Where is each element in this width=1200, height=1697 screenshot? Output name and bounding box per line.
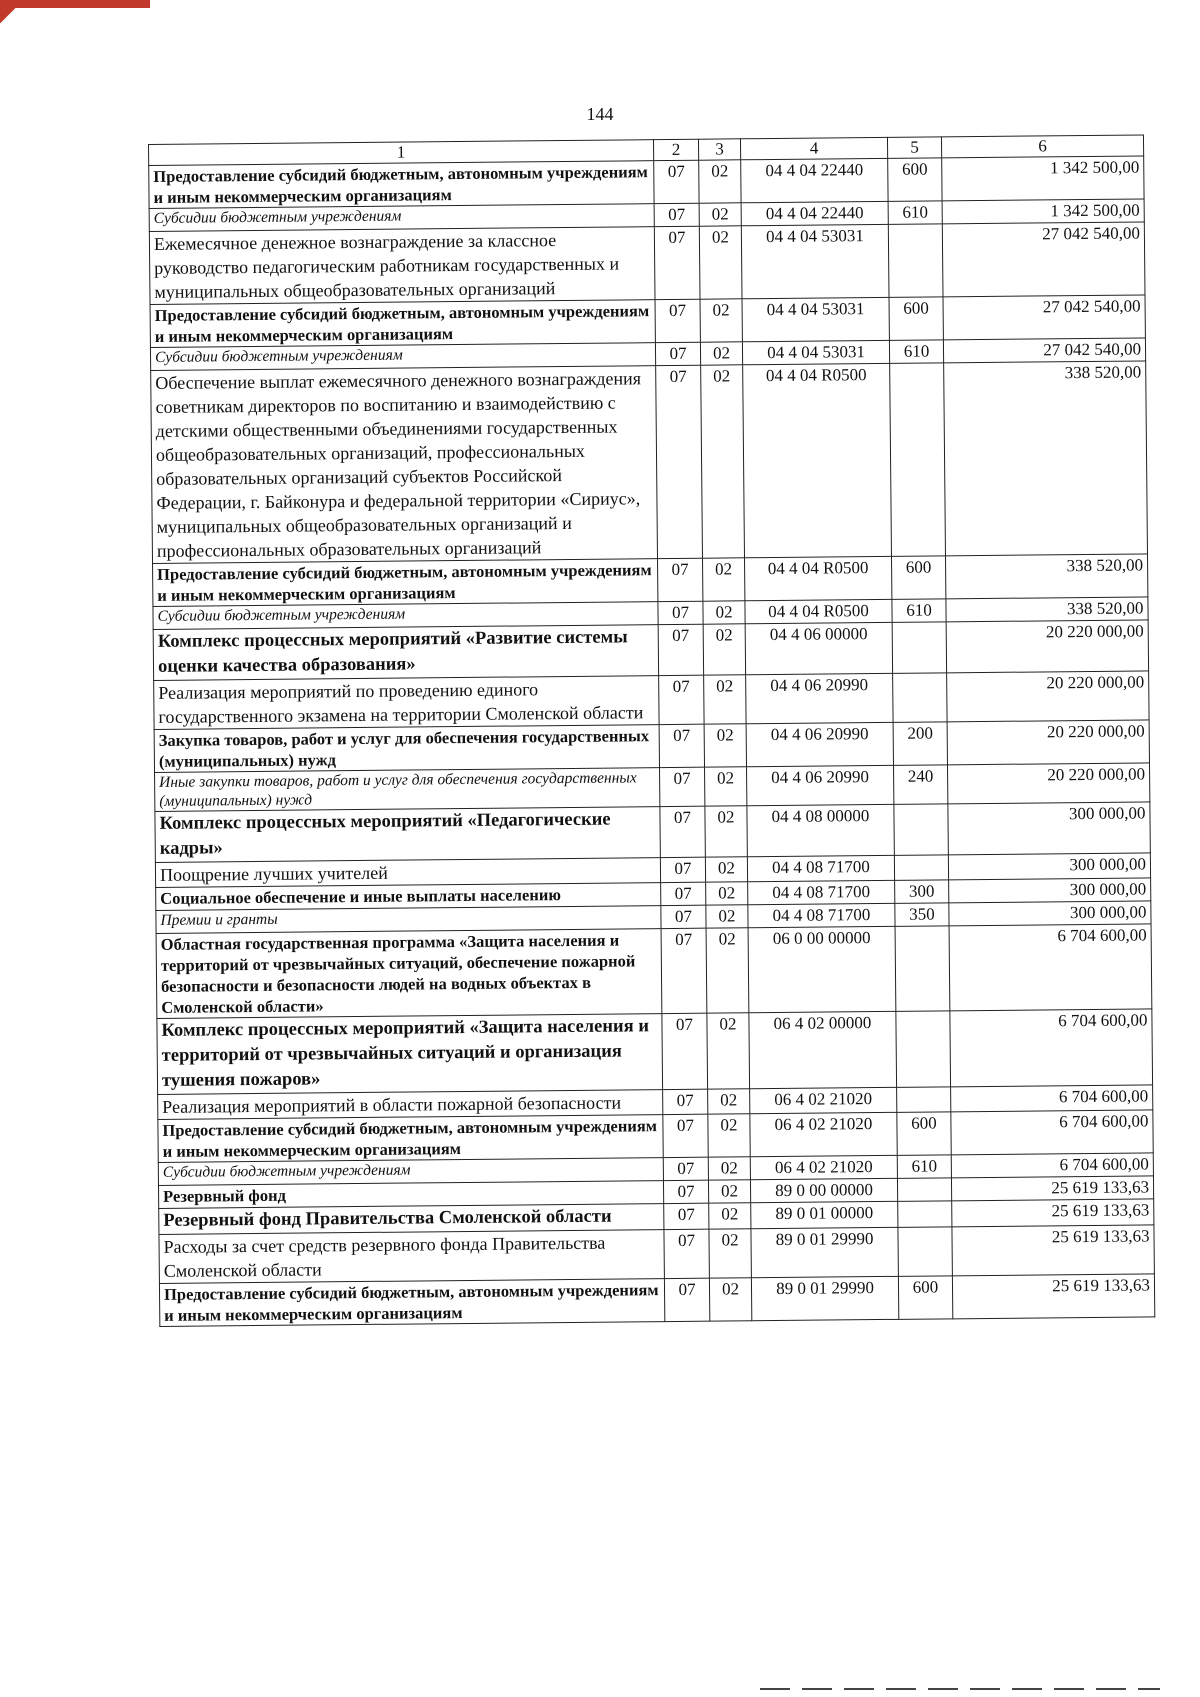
row-subsection-cell: 02	[708, 1180, 750, 1203]
row-amount-cell: 27 042 540,00	[943, 295, 1145, 340]
row-subsection-cell: 02	[705, 857, 747, 882]
row-section-cell: 07	[661, 882, 706, 905]
row-name-cell: Субсидии бюджетным учреждениям	[149, 204, 654, 232]
row-subsection-cell: 02	[703, 558, 745, 601]
row-expense-type-cell: 200	[893, 722, 947, 766]
row-subsection-cell: 02	[709, 1203, 751, 1229]
row-subsection-cell: 02	[706, 928, 749, 1013]
row-expense-type-cell: 600	[888, 158, 942, 202]
row-amount-cell: 27 042 540,00	[943, 338, 1145, 363]
row-subsection-cell: 02	[703, 601, 745, 624]
row-target-article-cell: 06 4 02 21020	[750, 1112, 897, 1156]
row-target-article-cell: 06 4 02 21020	[750, 1087, 897, 1113]
row-amount-cell: 25 619 133,63	[952, 1274, 1154, 1319]
row-target-article-cell: 04 4 06 20990	[747, 765, 894, 805]
row-amount-cell: 300 000,00	[949, 878, 1151, 903]
row-section-cell: 07	[654, 160, 699, 203]
budget-table	[148, 134, 1155, 1327]
row-section-cell: 07	[655, 299, 700, 342]
row-target-article-cell: 04 4 08 71700	[747, 855, 894, 881]
page-number: 144	[586, 104, 614, 124]
row-section-cell: 07	[663, 1114, 708, 1157]
row-name-cell: Предоставление субсидий бюджетным, автономным учреждениям и иным некоммерческим организациям	[159, 1279, 664, 1327]
row-name-cell: Реализация мероприятий по проведению единого государственного экзамена на территории Смоленской области	[154, 676, 659, 730]
row-name-cell: Субсидии бюджетным учреждениям	[158, 1158, 663, 1186]
row-amount-cell: 6 704 600,00	[951, 1085, 1153, 1112]
row-target-article-cell: 04 4 04 R0500	[745, 599, 892, 623]
row-expense-type-cell: 600	[897, 1112, 951, 1156]
table-row	[159, 1274, 1154, 1327]
row-section-cell: 07	[662, 1013, 708, 1089]
table-row	[149, 222, 1145, 305]
row-target-article-cell: 04 4 08 71700	[748, 880, 895, 904]
row-target-article-cell: 06 4 02 21020	[750, 1155, 897, 1179]
row-expense-type-cell: 600	[898, 1276, 952, 1320]
row-amount-cell: 1 342 500,00	[942, 199, 1144, 224]
row-amount-cell: 25 619 133,63	[951, 1176, 1153, 1201]
row-target-article-cell: 04 4 04 22440	[741, 201, 888, 225]
row-amount-cell: 300 000,00	[948, 853, 1150, 880]
row-subsection-cell: 02	[699, 160, 741, 203]
row-subsection-cell: 02	[701, 365, 745, 558]
row-section-cell: 07	[663, 1180, 708, 1203]
row-subsection-cell: 02	[708, 1157, 750, 1180]
row-section-cell: 07	[655, 342, 700, 365]
row-expense-type-cell: 610	[888, 201, 942, 225]
row-expense-type-cell: 240	[893, 765, 947, 805]
row-subsection-cell: 02	[708, 1089, 750, 1114]
row-amount-cell: 300 000,00	[948, 802, 1150, 855]
row-subsection-cell: 02	[708, 1114, 750, 1157]
row-section-cell: 07	[659, 675, 704, 724]
row-target-article-cell: 06 4 02 00000	[749, 1011, 897, 1088]
row-section-cell: 07	[663, 1089, 708, 1114]
row-section-cell: 07	[658, 601, 703, 624]
row-name-cell: Комплекс процессных мероприятий «Развитие системы оценки качества образования»	[153, 625, 658, 681]
row-expense-type-cell	[894, 804, 948, 856]
header-col-5: 5	[887, 137, 941, 159]
row-target-article-cell: 04 4 04 R0500	[743, 363, 892, 557]
row-target-article-cell: 04 4 04 22440	[741, 158, 888, 202]
row-name-cell: Ежемесячное денежное вознаграждение за классное руководство педагогическим работникам государственных и муниципальных общеобразовательных организаций	[149, 227, 655, 305]
row-amount-cell: 25 619 133,63	[952, 1199, 1154, 1227]
row-expense-type-cell	[892, 622, 946, 674]
row-expense-type-cell: 610	[897, 1155, 951, 1179]
row-expense-type-cell: 600	[889, 297, 943, 341]
scan-corner-mark	[0, 0, 28, 30]
row-section-cell: 07	[664, 1229, 709, 1278]
table-row	[157, 1009, 1153, 1095]
row-target-article-cell: 89 0 01 29990	[751, 1227, 898, 1277]
row-section-cell: 07	[661, 905, 706, 928]
row-name-cell: Резервный фонд Правительства Смоленской области	[159, 1204, 664, 1235]
row-name-cell: Субсидии бюджетным учреждениям	[150, 343, 655, 371]
row-name-cell: Поощрение лучших учителей	[155, 858, 660, 888]
document-sheet	[148, 134, 1154, 1326]
row-subsection-cell: 02	[705, 767, 747, 806]
row-amount-cell: 27 042 540,00	[942, 222, 1145, 297]
bottom-scan-line	[760, 1688, 1160, 1690]
row-expense-type-cell	[898, 1227, 952, 1277]
row-subsection-cell: 02	[699, 226, 742, 299]
row-name-cell: Социальное обеспечение и иные выплаты населению	[156, 883, 661, 911]
row-name-cell: Иные закупки товаров, работ и услуг для обеспечения государственных (муниципальных) нужд	[155, 768, 660, 812]
row-expense-type-cell	[895, 926, 950, 1012]
row-amount-cell: 20 220 000,00	[946, 620, 1148, 673]
row-amount-cell: 20 220 000,00	[947, 763, 1149, 804]
row-subsection-cell: 02	[700, 342, 742, 365]
row-subsection-cell: 02	[709, 1278, 751, 1321]
row-section-cell: 07	[659, 724, 704, 767]
row-amount-cell: 25 619 133,63	[952, 1225, 1154, 1276]
row-name-cell: Закупка товаров, работ и услуг для обеспечения государственных (муниципальных) нужд	[154, 725, 659, 773]
row-amount-cell: 338 520,00	[945, 554, 1147, 599]
header-col-4: 4	[740, 137, 887, 159]
row-amount-cell: 6 704 600,00	[951, 1110, 1153, 1155]
row-target-article-cell: 04 4 06 00000	[745, 622, 892, 674]
row-amount-cell: 20 220 000,00	[947, 720, 1149, 765]
row-subsection-cell: 02	[699, 203, 741, 226]
row-target-article-cell: 04 4 04 R0500	[744, 556, 891, 600]
row-name-cell: Предоставление субсидий бюджетным, автономным учреждениям и иным некоммерческим организациям	[150, 300, 655, 348]
row-expense-type-cell: 300	[895, 880, 949, 904]
row-target-article-cell: 04 4 06 20990	[746, 722, 893, 766]
row-subsection-cell: 02	[704, 675, 746, 724]
row-expense-type-cell: 610	[892, 599, 946, 623]
row-target-article-cell: 04 4 04 53031	[742, 297, 889, 341]
row-name-cell: Резервный фонд	[158, 1181, 663, 1209]
row-expense-type-cell	[890, 363, 946, 557]
row-subsection-cell: 02	[703, 624, 745, 675]
row-amount-cell: 338 520,00	[946, 597, 1148, 622]
row-expense-type-cell	[898, 1201, 952, 1228]
row-subsection-cell: 02	[706, 882, 748, 905]
row-expense-type-cell: 610	[889, 340, 943, 364]
row-section-cell: 07	[656, 365, 703, 558]
row-section-cell: 07	[654, 203, 699, 226]
row-name-cell: Областная государственная программа «Защита населения и территорий от чрезвычайных ситуаций, обеспечение пожарной безопасности и безопасности людей на водных объектах в Смоленской области»	[156, 929, 662, 1019]
row-expense-type-cell	[896, 1011, 951, 1088]
row-amount-cell: 338 520,00	[944, 361, 1148, 556]
header-col-1: 1	[149, 140, 654, 166]
row-amount-cell: 6 704 600,00	[950, 1009, 1153, 1087]
row-expense-type-cell: 350	[895, 903, 949, 927]
row-name-cell: Предоставление субсидий бюджетным, автономным учреждениям и иным некоммерческим организациям	[149, 161, 654, 209]
row-subsection-cell: 02	[709, 1229, 751, 1278]
row-section-cell: 07	[660, 767, 705, 806]
row-target-article-cell: 04 4 04 53031	[741, 224, 889, 298]
row-subsection-cell: 02	[705, 806, 747, 857]
row-amount-cell: 1 342 500,00	[942, 156, 1144, 201]
row-name-cell: Предоставление субсидий бюджетным, автономным учреждениям и иным некоммерческим организациям	[153, 559, 658, 607]
header-col-6: 6	[941, 135, 1143, 158]
row-section-cell: 07	[664, 1203, 709, 1229]
row-amount-cell: 20 220 000,00	[947, 671, 1149, 722]
row-target-article-cell: 04 4 04 53031	[742, 340, 889, 364]
row-amount-cell: 6 704 600,00	[951, 1153, 1153, 1178]
row-expense-type-cell	[888, 224, 943, 298]
row-section-cell: 07	[661, 928, 707, 1013]
row-target-article-cell: 04 4 08 00000	[747, 804, 894, 856]
table-row	[156, 924, 1152, 1019]
row-name-cell: Предоставление субсидий бюджетным, автономным учреждениям и иным некоммерческим организациям	[158, 1115, 663, 1163]
row-amount-cell: 6 704 600,00	[949, 924, 1152, 1011]
row-name-cell: Реализация мероприятий в области пожарной безопасности	[158, 1090, 663, 1120]
row-target-article-cell: 89 0 01 00000	[751, 1201, 898, 1228]
row-name-cell: Расходы за счет средств резервного фонда Правительства Смоленской области	[159, 1230, 664, 1284]
row-target-article-cell: 04 4 06 20990	[746, 673, 893, 723]
row-subsection-cell: 02	[707, 1013, 750, 1089]
row-expense-type-cell	[893, 673, 947, 723]
row-expense-type-cell: 600	[891, 556, 945, 600]
row-name-cell: Премии и гранты	[156, 906, 661, 934]
row-section-cell: 07	[658, 624, 703, 675]
header-col-3: 3	[698, 139, 740, 160]
row-subsection-cell: 02	[700, 299, 742, 342]
row-target-article-cell: 06 0 00 00000	[748, 926, 896, 1012]
row-expense-type-cell	[897, 1087, 951, 1113]
row-expense-type-cell	[897, 1178, 951, 1202]
row-section-cell: 07	[663, 1157, 708, 1180]
row-amount-cell: 300 000,00	[949, 901, 1151, 926]
header-col-2: 2	[653, 139, 698, 160]
row-target-article-cell: 04 4 08 71700	[748, 903, 895, 927]
row-target-article-cell: 89 0 01 29990	[751, 1276, 898, 1320]
row-name-cell: Обеспечение выплат ежемесячного денежного вознаграждения советникам директоров по воспитанию и взаимодействию с детскими общественными объединениями государственных общеобразовательных организаций, профессиональных образовательных организаций субъектов Российской Федерации, г. Байконура и федеральной территории «Сириус», муниципальных общеобразовательных организаций и профессиональных образовательных организаций	[151, 366, 658, 564]
row-target-article-cell: 89 0 00 00000	[750, 1178, 897, 1202]
table-body	[149, 156, 1155, 1326]
row-section-cell: 07	[660, 806, 705, 857]
row-expense-type-cell	[894, 855, 948, 881]
row-subsection-cell: 02	[704, 724, 746, 767]
row-subsection-cell: 02	[706, 905, 748, 928]
row-section-cell: 07	[664, 1278, 709, 1321]
row-name-cell: Комплекс процессных мероприятий «Защита населения и территорий от чрезвычайных ситуаций и организация тушения пожаров»	[157, 1014, 663, 1095]
row-name-cell: Комплекс процессных мероприятий «Педагогические кадры»	[155, 807, 660, 863]
table-row	[151, 361, 1148, 564]
row-section-cell: 07	[658, 558, 703, 601]
row-section-cell: 07	[654, 226, 700, 299]
row-section-cell: 07	[660, 857, 705, 882]
row-name-cell: Субсидии бюджетным учреждениям	[153, 602, 658, 630]
